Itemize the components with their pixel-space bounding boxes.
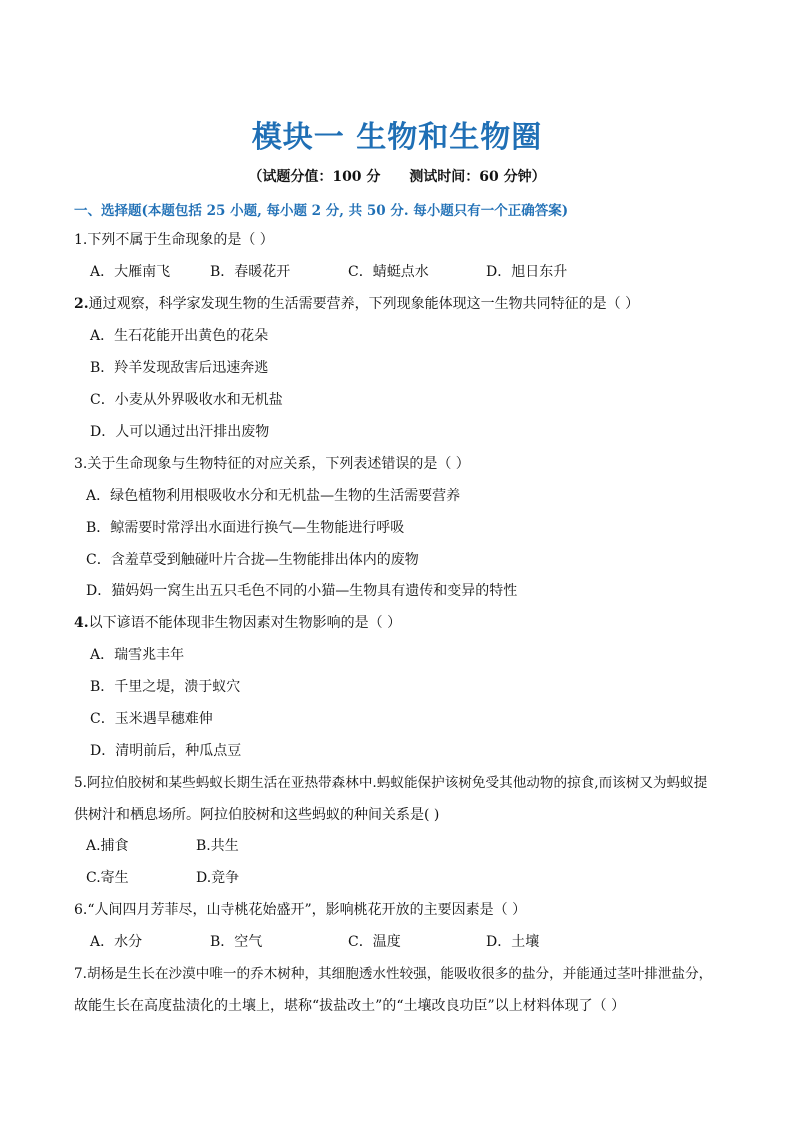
q1-option-d: D．旭日东升	[486, 264, 568, 280]
q5-option-d: D.竞争	[196, 870, 240, 886]
q3-option-d: D．猫妈妈一窝生出五只毛色不同的小猫—生物具有遗传和变异的特性	[86, 583, 518, 599]
q6-option-a: A．水分	[90, 934, 143, 950]
q4-option-b: B．千里之堤，溃于蚁穴	[90, 679, 241, 695]
q3-option-c: C．含羞草受到触碰叶片合拢—生物能排出体内的废物	[86, 552, 419, 568]
question-6-stem: 6.“人间四月芳菲尽，山寺桃花始盛开”，影响桃花开放的主要因素是（ ）	[74, 902, 527, 918]
q4-option-a: A．瑞雪兆丰年	[90, 647, 185, 663]
q6-option-b: B．空气	[210, 934, 263, 950]
q2-option-d: D．人可以通过出汗排出废物	[90, 424, 270, 440]
q6-option-d: D．土壤	[486, 934, 540, 950]
q3-option-b: B．鲸需要时常浮出水面进行换气—生物能进行呼吸	[86, 520, 405, 536]
q2-option-a: A．生石花能开出黄色的花朵	[90, 328, 269, 344]
q2-option-c: C．小麦从外界吸收水和无机盐	[90, 392, 283, 408]
score-label: （试题分值：100 分	[248, 169, 381, 185]
q1-option-c: C．蜻蜓点水	[348, 264, 429, 280]
question-5-stem-line1: 5.阿拉伯胶树和某些蚂蚁长期生活在亚热带森林中.蚂蚁能保护该树免受其他动物的掠食,而该树又为蚂蚁提	[74, 775, 708, 791]
question-2-stem: 2.通过观察，科学家发现生物的生活需要营养，下列现象能体现这一生物共同特征的是（ ）	[74, 296, 640, 312]
question-4-stem: 4.以下谚语不能体现非生物因素对生物影响的是（ ）	[74, 615, 402, 631]
q4-option-c: C．玉米遇旱穗难伸	[90, 711, 213, 727]
q2-option-b: B．羚羊发现敌害后迅速奔逃	[90, 360, 269, 376]
q3-option-a: A．绿色植物利用根吸收水分和无机盐—生物的生活需要营养	[86, 488, 461, 504]
q1-option-a: A．大雁南飞	[90, 264, 171, 280]
question-7-stem-line2: 故能生长在高度盐渍化的土壤上，堪称“拔盐改土”的“土壤改良功臣”以上材料体现了（ ）	[74, 998, 626, 1014]
q6-option-c: C．温度	[348, 934, 401, 950]
question-7-stem-line1: 7.胡杨是生长在沙漠中唯一的乔木树种，其细胞透水性较强，能吸收很多的盐分，并能通过茎叶排泄盐分，	[74, 966, 713, 982]
page-title: 模块一 生物和生物圈	[251, 120, 543, 155]
time-label: 测试时间：60 分钟）	[409, 169, 546, 185]
exam-info	[0, 166, 794, 186]
question-3-stem: 3.关于生命现象与生物特征的对应关系，下列表述错误的是（ ）	[74, 456, 470, 472]
question-5-stem-line2: 供树汁和栖息场所。阿拉伯胶树和这些蚂蚁的种间关系是( )	[74, 807, 440, 823]
q4-option-d: D．清明前后，种瓜点豆	[90, 743, 242, 759]
q5-option-b: B.共生	[196, 838, 239, 854]
q1-option-b: B．春暖花开	[210, 264, 291, 280]
q5-option-a: A.捕食	[86, 838, 129, 854]
section-heading: 一、选择题(本题包括 25 小题, 每小题 2 分, 共 50 分. 每小题只有一个正确答案)	[74, 203, 569, 219]
q5-option-c: C.寄生	[86, 870, 129, 886]
question-1-stem: 1.下列不属于生命现象的是（ ）	[74, 232, 274, 248]
